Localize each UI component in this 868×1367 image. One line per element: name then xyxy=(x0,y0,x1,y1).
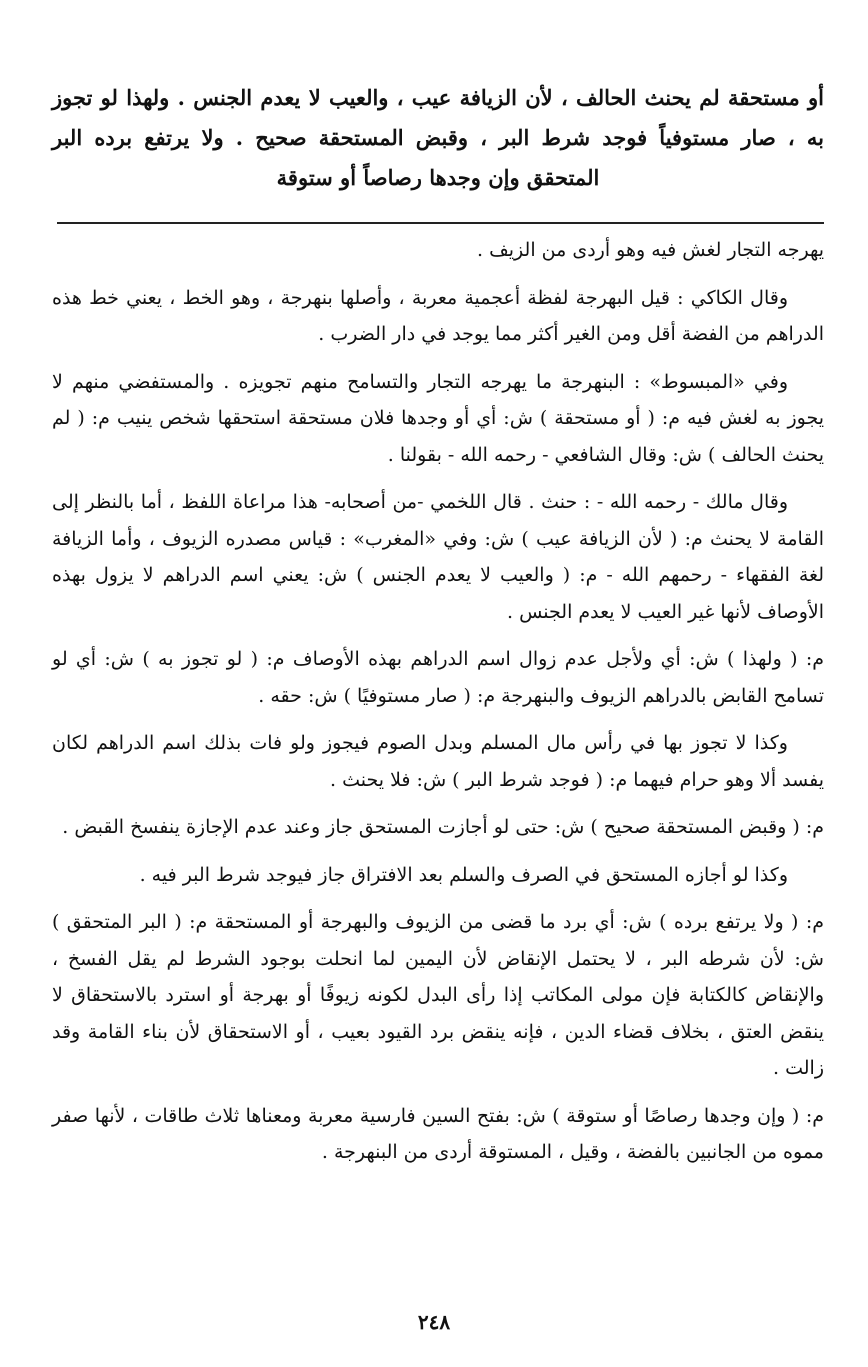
commentary-paragraph: م: ( وإن وجدها رصاصًا أو ستوقة ) ش: بفتح السين فارسية معربة ومعناها ثلاث طاقات ، لأنها صفر مموه من الجانبين بالفضة ، وقيل ، المستوقة أردى من البنهرجة . xyxy=(52,1104,824,1163)
commentary-paragraph: وكذا لا تجوز بها في رأس مال المسلم وبدل الصوم فيجوز ولو فات بذلك اسم الدراهم لكان يفسد ألا وهو حرام فيهما م: ( فوجد شرط البر ) ش: فلا يحنث . xyxy=(52,732,824,791)
commentary-paragraph: م: ( ولهذا ) ش: أي ولأجل عدم زوال اسم الدراهم بهذه الأوصاف م: ( لو تجوز به ) ش: أي لو تسامح القابض بالدراهم الزيوف والبنهرجة م: ( صار مستوفيًا ) ش: حقه . xyxy=(52,648,824,707)
commentary-paragraph: وفي «المبسوط» : البنهرجة ما يهرجه التجار والتسامح منهم تجويزه . والمستفضي منهم لا يجوز به لغش فيه م: ( أو مستحقة ) ش: أي أو وجدها فلان مستحقة استحقها شخص ينيب م: ( لم يحنث الحالف ) ش: وقال الشافعي - رحمه الله - بقولنا . xyxy=(52,370,824,466)
commentary-paragraph: م: ( ولا يرتفع برده ) ش: أي برد ما قضى من الزيوف والبهرجة أو المستحقة م: ( البر المتحقق ) ش: لأن شرطه البر ، لا يحتمل الإنقاض لأن اليمين لما انحلت بوجود الشرط لم يقل الفسخ ، والإنقاض كالكتابة فإن مولى المكاتب إذا رأى البدل لكونه زيوفًا أو بهرجة أو استرد بالاستحقاق لا ينقض العتق ، بخلاف قضاء الدين ، فإنه ينقض برد القيود بعيب ، أو الاستحقاق لأن بناء القامة وقد زالت . xyxy=(52,911,824,1079)
commentary-paragraph: وقال الكاكي : قيل البهرجة لفظة أعجمية معربة ، وأصلها بنهرجة ، وهو الخط ، يعني خط هذه الدراهم من الفضة أقل ومن الغير أكثر مما يوجد في دار الضرب . xyxy=(52,286,824,345)
commentary-paragraph: م: ( وقبض المستحقة صحيح ) ش: حتى لو أجازت المستحق جاز وعند عدم الإجازة ينفسخ القبض . xyxy=(62,816,824,838)
separator-rule xyxy=(57,222,824,224)
page-number: ٢٤٨ xyxy=(417,1310,451,1334)
commentary-paragraph: وقال مالك - رحمه الله - : حنث . قال اللخمي -من أصحابه- هذا مراعاة اللفظ ، أما بالنظر إلى القامة لا يحنث م: ( لأن الزيافة عيب ) ش: وفي «المغرب» : قياس مصدره الزيوف ، وأما الزيافة لغة الفقهاء - رحمهم الله - م: ( والعيب لا يعدم الجنس ) ش: يعني اسم الدراهم لا يزول بهذه الأوصاف لأنها غير العيب لا يعدم الجنس . xyxy=(52,491,824,623)
commentary-paragraph: يهرجه التجار لغش فيه وهو أردى من الزيف . xyxy=(477,239,824,261)
commentary-body xyxy=(52,232,824,1182)
commentary-paragraph: وكذا لو أجازه المستحق في الصرف والسلم بعد الافتراق جاز فيوجد شرط البر فيه . xyxy=(139,863,788,886)
main-text-matn: أو مستحقة لم يحنث الحالف ، لأن الزيافة عيب ، والعيب لا يعدم الجنس . ولهذا لو تجوز به ، صار مستوفياً فوجد شرط البر ، وقبض المستحقة صحيح . ولا يرتفع برده البر المتحقق وإن وجدها رصاصاً أو ستوقة xyxy=(52,85,824,190)
